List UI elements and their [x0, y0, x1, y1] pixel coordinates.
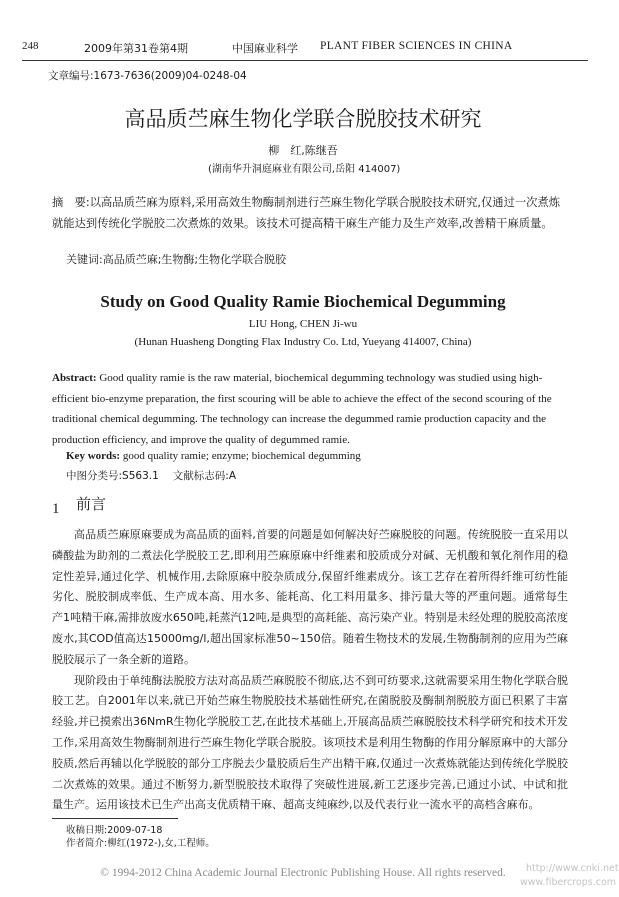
clc-value: S563.1 — [122, 470, 159, 482]
article-number: 文章编号:1673-7636(2009)04-0248-04 — [48, 70, 247, 82]
journal-name-en: PLANT FIBER SCIENCES IN CHINA — [320, 40, 513, 52]
keywords-en — [66, 450, 361, 462]
page-number: 248 — [22, 40, 39, 52]
abstract-en-label: Abstract: — [52, 372, 97, 384]
keywords-en-text: good quality ramie; enzyme; biochemical degumming — [122, 450, 361, 462]
doc-code-label: 文献标志码: — [172, 470, 229, 482]
abstract-en — [52, 368, 568, 450]
affiliation-zh: (湖南华升洞庭麻业有限公司,岳阳 414007) — [208, 164, 401, 175]
journal-issue: 2009年第31卷第4期 — [84, 42, 188, 55]
title-en: Study on Good Quality Ramie Biochemical Degumming — [100, 292, 506, 311]
keywords-zh — [66, 251, 286, 267]
body-paragraph-1: 高品质苎麻原麻要成为高品质的面料,首要的问题是如何解决好苎麻脱胶的问题。传统脱胶一直采用以磷酸盐为助剂的二煮法化学脱胶工艺,即利用苎麻原麻中纤维素和胶质成分对碱、无机酸和氧化剂作用的稳定性差异,通过化学、机械作用,去除原麻中胶杂质成分,保留纤维素成分。该工艺存在着所得纤维可纺性能劣化、脱胶制成率低、生产成本高、用水多、能耗高、化工料用量多、排污量大等的严重问题。通常每生产1吨精干麻,需排放废水650吨,耗蒸汽12吨,是典型的高耗能、高污染产业。特别是未经处理的脱胶高浓度废水,其COD值高达15000mg/l,超出国家标准50~150倍。随着生物技术的发展,生物酶制剂的应用为苎麻脱胶展示了一条全新的道路。 — [52, 528, 568, 666]
footnote-rule — [52, 818, 178, 819]
section-number: 1 — [52, 501, 60, 517]
keywords-en-label: Key words: — [66, 450, 121, 462]
footnote — [66, 824, 215, 850]
authors-en: LIU Hong, CHEN Ji-wu — [248, 318, 358, 330]
copyright-notice: © 1994-2012 China Academic Journal Electronic Publishing House. All rights reserved. — [100, 867, 506, 879]
header-rule — [22, 60, 588, 61]
author-bio: 作者简介:柳红(1972-),女,工程师。 — [66, 838, 215, 849]
abstract-zh — [52, 192, 567, 234]
title-zh: 高品质苎麻生物化学联合脱胶技术研究 — [124, 107, 482, 131]
journal-name-zh: 中国麻业科学 — [232, 42, 298, 55]
abstract-en-text: Good quality ramie is the raw material, biochemical degumming technology was studied using high-efficient bio-enzyme preparation, the first scouring will be able to achieve the effect of the second scouring of the traditional chemical degumming. The technology can increase the degummed ramie production capacity and the production efficiency, and improve the quality of degummed ramie. — [52, 372, 552, 446]
authors-zh: 柳 红,陈继吾 — [268, 144, 338, 157]
classification-line — [66, 468, 236, 483]
doc-code-value: A — [228, 470, 237, 482]
received-date: 收稿日期:2009-07-18 — [66, 825, 163, 836]
section-title: 前言 — [76, 495, 107, 513]
keywords-zh-text: 高品质苎麻;生物酶;生物化学联合脱胶 — [102, 253, 287, 266]
clc-label: 中图分类号: — [66, 470, 123, 482]
watermark-site: www.fibercrops.com — [520, 877, 617, 888]
body-paragraph-2: 现阶段由于单纯酶法脱胶方法对高品质苎麻脱胶不彻底,达不到可纺要求,这就需要采用生物化学联合脱胶工艺。自2001年以来,就已开始苎麻生物脱胶技术基础性研究,在菌脱胶及酶制剂脱胶方面已积累了丰富经验,并已摸索出36NmR生物化学脱胶工艺,在此技术基础上,开展高品质苎麻脱胶技术科学研究和技术开发工作,采用高效生物酶制剂进行苎麻生物化学联合脱胶。该项技术是利用生物酶的作用分解原麻中的大部分胶质,然后再辅以化学脱胶的部分工序脱去少量胶质后生产出精干麻,仅通过一次煮炼就能达到传统化学脱胶二次煮炼的效果。通过不断努力,新型脱胶技术取得了突破性进展,新工艺逐步完善,已通过小试、中试和批量生产。运用该技术已生产出高支优质精干麻、超高支纯麻纱,以及代表行业一流水平的高档含麻布。 — [52, 673, 568, 812]
running-header — [22, 38, 588, 58]
affiliation-en: (Hunan Huasheng Dongting Flax Industry Co. Ltd, Yueyang 414007, China) — [134, 336, 472, 348]
abstract-zh-label: 摘 要: — [52, 196, 90, 209]
watermark-url: http://www.cnki.net — [526, 863, 619, 874]
abstract-zh-text: 以高品质苎麻为原料,采用高效生物酶制剂进行苎麻生物化学联合脱胶技术研究,仅通过一次煮炼就能达到传统化学脱胶二次煮炼的效果。该技术可提高精干麻生产能力及生产效率,改善精干麻质量。 — [52, 196, 561, 230]
keywords-zh-label: 关键词: — [66, 253, 103, 266]
body-text — [52, 525, 568, 816]
